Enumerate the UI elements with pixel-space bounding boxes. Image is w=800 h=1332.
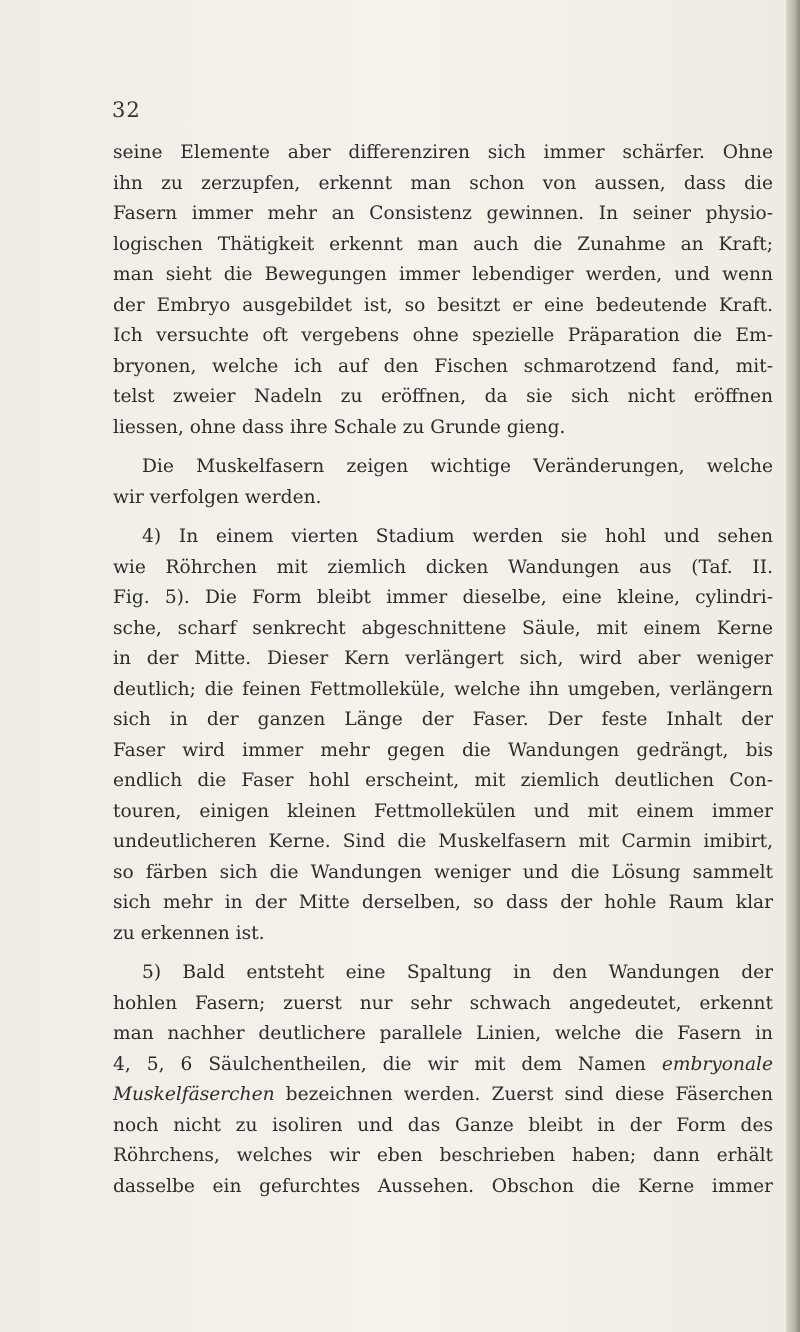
paragraph-2 — [113, 452, 773, 513]
text-line: seine Elemente aber differenziren sich immer schärfer. Ohne — [113, 142, 773, 163]
text-line: deutlich; die feinen Fettmolleküle, welche ihn umgeben, verlängern — [113, 678, 773, 700]
page-edge-shadow — [786, 0, 800, 1332]
text-line: 4) In einem vierten Stadium werden sie hohl und sehen — [142, 526, 773, 547]
body-text — [113, 138, 773, 1202]
paragraph-1 — [113, 138, 773, 443]
text-line: telst zweier Nadeln zu eröffnen, da sie sich nicht eröffnen — [113, 386, 773, 407]
text-line: in der Mitte. Dieser Kern verlängert sich, wird aber weniger — [113, 648, 773, 669]
text-line: Röhrchens, welches wir eben beschrieben haben; dann erhält — [113, 1145, 773, 1166]
text-line: 5) Bald entsteht eine Spaltung in den Wandungen der — [142, 962, 773, 983]
text-line: Die Muskelfasern zeigen wichtige Veränderungen, welche — [142, 456, 773, 477]
text-line: Fasern immer mehr an Consistenz gewinnen. In seiner physio- — [113, 203, 773, 224]
text-line: der Embryo ausgebildet ist, so besitzt er eine bedeutende Kraft. — [113, 294, 773, 316]
text-line: Faser wird immer mehr gegen die Wandungen gedrängt, bis — [113, 739, 773, 761]
text-line: sich mehr in der Mitte derselben, so dass der hohle Raum klar — [113, 892, 773, 913]
text-line: logischen Thätigkeit erkennt man auch die Zunahme an Kraft; — [113, 233, 773, 255]
text-line: Fig. 5). Die Form bleibt immer dieselbe, eine kleine, cylindri- — [113, 587, 773, 608]
text-line: sche, scharf senkrecht abgeschnittene Säule, mit einem Kerne — [113, 617, 773, 639]
text-line: so färben sich die Wandungen weniger und die Lösung sammelt — [113, 861, 773, 883]
text-line: wir verfolgen werden. — [113, 486, 322, 508]
text-line: ihn zu zerzupfen, erkennt man schon von aussen, dass die — [113, 172, 773, 194]
text-line: noch nicht zu isoliren und das Ganze bleibt in der Form des — [113, 1114, 773, 1136]
text-line: man nachher deutlichere parallele Linien, welche die Fasern in — [113, 1023, 773, 1044]
paragraph-4 — [113, 958, 773, 1202]
text-line: 4, 5, 6 Säulchentheilen, die wir mit dem Namen embryonale — [113, 1053, 773, 1075]
text-line: Muskelfäserchen bezeichnen werden. Zuerst sind diese Fäserchen — [113, 1084, 773, 1105]
text-line: Ich versuchte oft vergebens ohne spezielle Präparation die Em- — [113, 325, 773, 346]
text-line: undeutlicheren Kerne. Sind die Muskelfasern mit Carmin imibirt, — [113, 831, 773, 852]
text-line: endlich die Faser hohl erscheint, mit ziemlich deutlichen Con- — [113, 770, 773, 791]
text-line: sich in der ganzen Länge der Faser. Der feste Inhalt der — [113, 709, 773, 730]
text-line: wie Röhrchen mit ziemlich dicken Wandungen aus (Taf. II. — [113, 556, 773, 578]
text-line: zu erkennen ist. — [113, 922, 265, 944]
text-line: touren, einigen kleinen Fettmollekülen und mit einem immer — [113, 800, 773, 822]
text-line: hohlen Fasern; zuerst nur sehr schwach angedeutet, erkennt — [113, 992, 773, 1014]
text-line: dasselbe ein gefurchtes Aussehen. Obschon die Kerne immer — [113, 1175, 773, 1197]
text-line: liessen, ohne dass ihre Schale zu Grunde gieng. — [113, 416, 566, 438]
page-number: 32 — [112, 98, 141, 122]
text-line: bryonen, welche ich auf den Fischen schmarotzend fand, mit- — [113, 355, 773, 377]
text-line: man sieht die Bewegungen immer lebendiger werden, und wenn — [113, 264, 773, 285]
paragraph-3 — [113, 522, 773, 949]
